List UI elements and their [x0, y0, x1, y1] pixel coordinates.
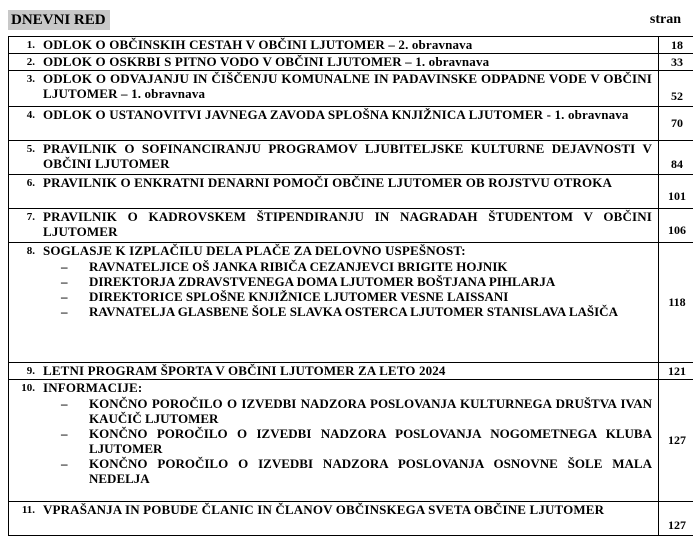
- sub-item-text: DIREKTORICE SPLOŠNE KNJIŽNICE LJUTOMER VESNE LAISSANI: [89, 289, 509, 304]
- agenda-header: [6, 8, 687, 32]
- item-page: 52: [659, 71, 693, 107]
- sub-item-text: RAVNATELJICE OŠ JANKA RIBIČA CEZANJEVCI BRIGITE HOJNIK: [89, 259, 508, 274]
- agenda-row: [9, 141, 693, 175]
- item-page: 106: [659, 209, 693, 243]
- sub-list-item: [61, 456, 652, 486]
- item-title: INFORMACIJE:: [43, 380, 143, 395]
- sub-item-text: KONČNO POROČILO O IZVEDBI NADZORA POSLOVANJA OSNOVNE ŠOLE MALA NEDELJA: [89, 456, 652, 486]
- item-title: VPRAŠANJA IN POBUDE ČLANIC IN ČLANOV OBČINSKEGA SVETA OBČINE LJUTOMER: [43, 502, 605, 517]
- sub-list-item: [61, 259, 652, 274]
- item-number: 7.: [26, 211, 35, 223]
- agenda-item-cell: [9, 209, 659, 243]
- item-title: PRAVILNIK O ENKRATNI DENARNI POMOČI OBČINE LJUTOMER OB ROJSTVU OTROKA: [43, 175, 613, 190]
- item-number: 2.: [26, 56, 35, 68]
- agenda-row: [9, 502, 693, 536]
- agenda-row: [9, 71, 693, 107]
- sub-list-item: [61, 396, 652, 426]
- agenda-row: [9, 175, 693, 209]
- item-number: 4.: [26, 109, 35, 121]
- agenda-row: [9, 107, 693, 141]
- item-number: 9.: [26, 365, 35, 377]
- agenda-item-cell: [9, 380, 659, 502]
- sub-list-item: [61, 289, 652, 304]
- item-title: SOGLASJE K IZPLAČILU DELA PLAČE ZA DELOVNO USPEŠNOST:: [43, 243, 466, 258]
- item-page: 121: [659, 363, 693, 380]
- sub-list-item: [61, 426, 652, 456]
- agenda-item-cell: [9, 54, 659, 71]
- dash-bullet-icon: –: [61, 426, 68, 441]
- page-column-label: stran: [649, 12, 681, 27]
- dash-bullet-icon: –: [61, 274, 68, 289]
- item-page: 33: [659, 54, 693, 71]
- item-title: ODLOK O USTANOVITVI JAVNEGA ZAVODA SPLOŠNA KNJIŽNICA LJUTOMER - 1. obravnava: [43, 107, 629, 122]
- sub-item-text: KONČNO POROČILO O IZVEDBI NADZORA POSLOVANJA NOGOMETNEGA KLUBA LJUTOMER: [89, 426, 652, 456]
- item-title: LETNI PROGRAM ŠPORTA V OBČINI LJUTOMER ZA LETO 2024: [43, 363, 446, 378]
- agenda-row: [9, 380, 693, 502]
- agenda-table: [8, 36, 693, 536]
- dash-bullet-icon: –: [61, 304, 68, 319]
- agenda-item-cell: [9, 107, 659, 141]
- dash-bullet-icon: –: [61, 289, 68, 304]
- agenda-row: [9, 243, 693, 363]
- item-page: 70: [659, 107, 693, 141]
- item-title: PRAVILNIK O KADROVSKEM ŠTIPENDIRANJU IN NAGRADAH ŠTUDENTOM V OBČINI LJUTOMER: [43, 209, 652, 239]
- dash-bullet-icon: –: [61, 259, 68, 274]
- agenda-item-cell: [9, 141, 659, 175]
- dash-bullet-icon: –: [61, 396, 68, 411]
- agenda-item-cell: [9, 502, 659, 536]
- item-title: ODLOK O OBČINSKIH CESTAH V OBČINI LJUTOMER – 2. obravnava: [43, 37, 473, 52]
- item-number: 3.: [26, 73, 35, 85]
- item-page: 127: [659, 502, 693, 536]
- agenda-row: [9, 37, 693, 54]
- sub-list-item: [61, 304, 652, 319]
- item-number: 10.: [21, 382, 35, 394]
- item-number: 5.: [26, 143, 35, 155]
- item-page: 118: [659, 243, 693, 363]
- sub-item-text: DIREKTORJA ZDRAVSTVENEGA DOMA LJUTOMER BOŠTJANA PIHLARJA: [89, 274, 556, 289]
- item-number: 8.: [26, 245, 35, 257]
- item-number: 6.: [26, 177, 35, 189]
- agenda-item-cell: [9, 243, 659, 363]
- sub-item-text: KONČNO POROČILO O IZVEDBI NADZORA POSLOVANJA KULTURNEGA DRUŠTVA IVAN KAUČIČ LJUTOMER: [89, 396, 652, 426]
- sub-list-item: [61, 274, 652, 289]
- item-title: ODLOK O OSKRBI S PITNO VODO V OBČINI LJUTOMER – 1. obravnava: [43, 54, 490, 69]
- sub-item-list: [13, 259, 652, 319]
- sub-item-text: RAVNATELJA GLASBENE ŠOLE SLAVKA OSTERCA LJUTOMER STANISLAVA LAŠIČA: [89, 304, 618, 319]
- agenda-row: [9, 54, 693, 71]
- agenda-title: DNEVNI RED: [8, 10, 110, 30]
- agenda-item-cell: [9, 363, 659, 380]
- agenda-row: [9, 363, 693, 380]
- agenda-item-cell: [9, 71, 659, 107]
- sub-item-list: [13, 396, 652, 486]
- item-number: 11.: [21, 504, 35, 516]
- item-page: 84: [659, 141, 693, 175]
- dash-bullet-icon: –: [61, 456, 68, 471]
- item-title: ODLOK O ODVAJANJU IN ČIŠČENJU KOMUNALNE IN PADAVINSKE ODPADNE VODE V OBČINI LJUTOMER – 1. obravnava: [43, 71, 652, 101]
- agenda-item-cell: [9, 175, 659, 209]
- item-page: 18: [659, 37, 693, 54]
- item-page: 127: [659, 380, 693, 502]
- agenda-item-cell: [9, 37, 659, 54]
- item-page: 101: [659, 175, 693, 209]
- agenda-row: [9, 209, 693, 243]
- item-title: PRAVILNIK O SOFINANCIRANJU PROGRAMOV LJUBITELJSKE KULTURNE DEJAVNOSTI V OBČINI LJUTOMER: [43, 141, 652, 171]
- item-number: 1.: [26, 39, 35, 51]
